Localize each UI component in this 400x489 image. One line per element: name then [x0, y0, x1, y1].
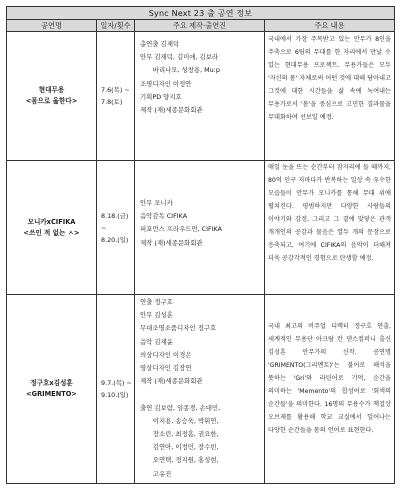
- title-label: <GRIMENTO>: [26, 389, 77, 398]
- cast-crew: [135, 32, 265, 161]
- cast-line: 장소린, 최정흠, 권요한,: [140, 430, 219, 439]
- performance-date: [97, 295, 135, 484]
- header-performance-name: 공연명: [7, 20, 97, 32]
- table-row: [7, 161, 395, 295]
- cast-line: 안무 모니카: [140, 199, 173, 207]
- cast-crew: [135, 161, 265, 295]
- cast-line: 퍼포먼스 프라우드먼, CIFIKA: [140, 225, 223, 234]
- header-main-content: 주요 내용: [265, 20, 395, 32]
- date-start: 8.18.(금) ~: [101, 211, 129, 232]
- date-end: 8.20.(일): [101, 235, 129, 244]
- cast-line: 김연아, 이정민, 장수빈,: [140, 443, 219, 452]
- main-content: 국내에서 가장 주목받고 있는 안무가 8인을 주축으로 6팀의 무대를 한 자리에서 만날 수 있는 현대무용 프로젝트. 무용가들은 모두 '자신의 몸' 자체로써 어떤 것에 대해 담아내고 그것에 대한 시간들을 삶 속에 녹여내는 무용가로서 '몸'을 중심으로 고민한 결과물을 무대화하여 선보일 예정.: [265, 32, 395, 161]
- date-start: 7.6(목) ~: [101, 86, 130, 94]
- table-title: Sync Next 23 출 공연 정보: [7, 7, 395, 20]
- cast-line: 기획PD 양지호: [140, 92, 182, 101]
- cast-line: 연출 정구호: [140, 298, 173, 306]
- performance-name: [7, 161, 97, 295]
- title-label: <몸으로 옮한다>: [25, 97, 78, 105]
- cast-line: [140, 388, 261, 401]
- date-end: 9.10.(일): [101, 390, 129, 399]
- genre-label: 현대무용: [38, 86, 65, 94]
- cast-line: 의상디자인 이경은: [140, 350, 192, 359]
- cast-crew: [135, 295, 265, 484]
- performance-date: [97, 32, 135, 161]
- cast-line: 오연택, 정지원, 홍성현,: [140, 456, 219, 465]
- cast-line: 이지용, 송승욱, 박휘연,: [140, 416, 219, 425]
- performance-name: [7, 32, 97, 161]
- artist-label: 정구호x김성훈: [30, 378, 73, 387]
- cast-line: 제작 (재)세종문화회관: [140, 106, 203, 115]
- cast-line: 음악 김재윤: [140, 337, 173, 346]
- cast-line: 바리나모, 성창용, Mu:p: [140, 66, 220, 75]
- document-page: [6, 6, 394, 483]
- header-date-count: 일자/횟수: [97, 20, 135, 32]
- table-row: [7, 32, 395, 161]
- cast-line: 고유진: [140, 469, 172, 478]
- cast-line: 총연출 김재덕: [140, 40, 180, 48]
- performance-date: [97, 161, 135, 295]
- cast-line: 안무 김재덕, 김미애, 김보라: [140, 53, 219, 62]
- main-content: 매일 눈을 뜨는 순간부터 잠자리에 들 때까지, 80억 인구 저마다가 반복하는 일상 속 우수한 모습들이 안무가 모니카를 통해 무대 위에 펼쳐진다. 평범하지만 다양한 사람들의 이야기와 감정, 그리고 그 곁에 맞닿은 관객 개개인의 공감과 물음은 열두 개의 문장으로 응축되고, 여기에 CIFIKA의 음악이 더해져 더욱 공감각적인 경험으로 탄생할 예정.: [265, 161, 395, 295]
- cast-line: 제작 (재)세종문화회관: [140, 238, 203, 247]
- table-row: [7, 295, 395, 484]
- date-end: 7.8(토): [101, 98, 123, 106]
- performance-info-table: [6, 6, 395, 484]
- cast-line: 음악감독 CIFIKA: [140, 212, 188, 221]
- artist-label: 모니카xCIFIKA: [27, 217, 76, 226]
- date-start: 9.7.(목) ~: [101, 378, 132, 387]
- header-cast-crew: 주요 제작·출연진: [135, 20, 265, 32]
- cast-line: 무대조명소품디자인 정구호: [140, 324, 217, 333]
- main-content: 국내 최고의 비주얼 디렉터 정구호 연출, 세계적인 무용단 아크람 칸 댄스컴퍼니 출신 김성훈 안무가의 신작. 공연명 'GRIMENTO(그리멘토)'는 불어로 해석을 뜻하는 'Gri'와 라틴어로 기억, 순간을 의미하는 'Memento'의 합성어로 '회색의 순간들'을 의미한다. 16명의 무용수가 책걸상 오브제를 활용해 학교 교실에서 일어나는 다양한 순간들을 몸의 언어로 표현한다.: [265, 295, 395, 484]
- cast-line: 안무 김성훈: [140, 311, 173, 320]
- performance-name: [7, 295, 97, 484]
- cast-line: 출연 김보람, 임종경, 손대민,: [140, 403, 221, 412]
- cast-line: 조명디자인 이정안: [140, 79, 192, 88]
- cast-line: 제작 (재)세종문화회관: [140, 377, 203, 386]
- cast-line: 영상디자인 김장연: [140, 364, 192, 373]
- title-label: <쓰인 적 없는 ㅅ>: [23, 228, 80, 237]
